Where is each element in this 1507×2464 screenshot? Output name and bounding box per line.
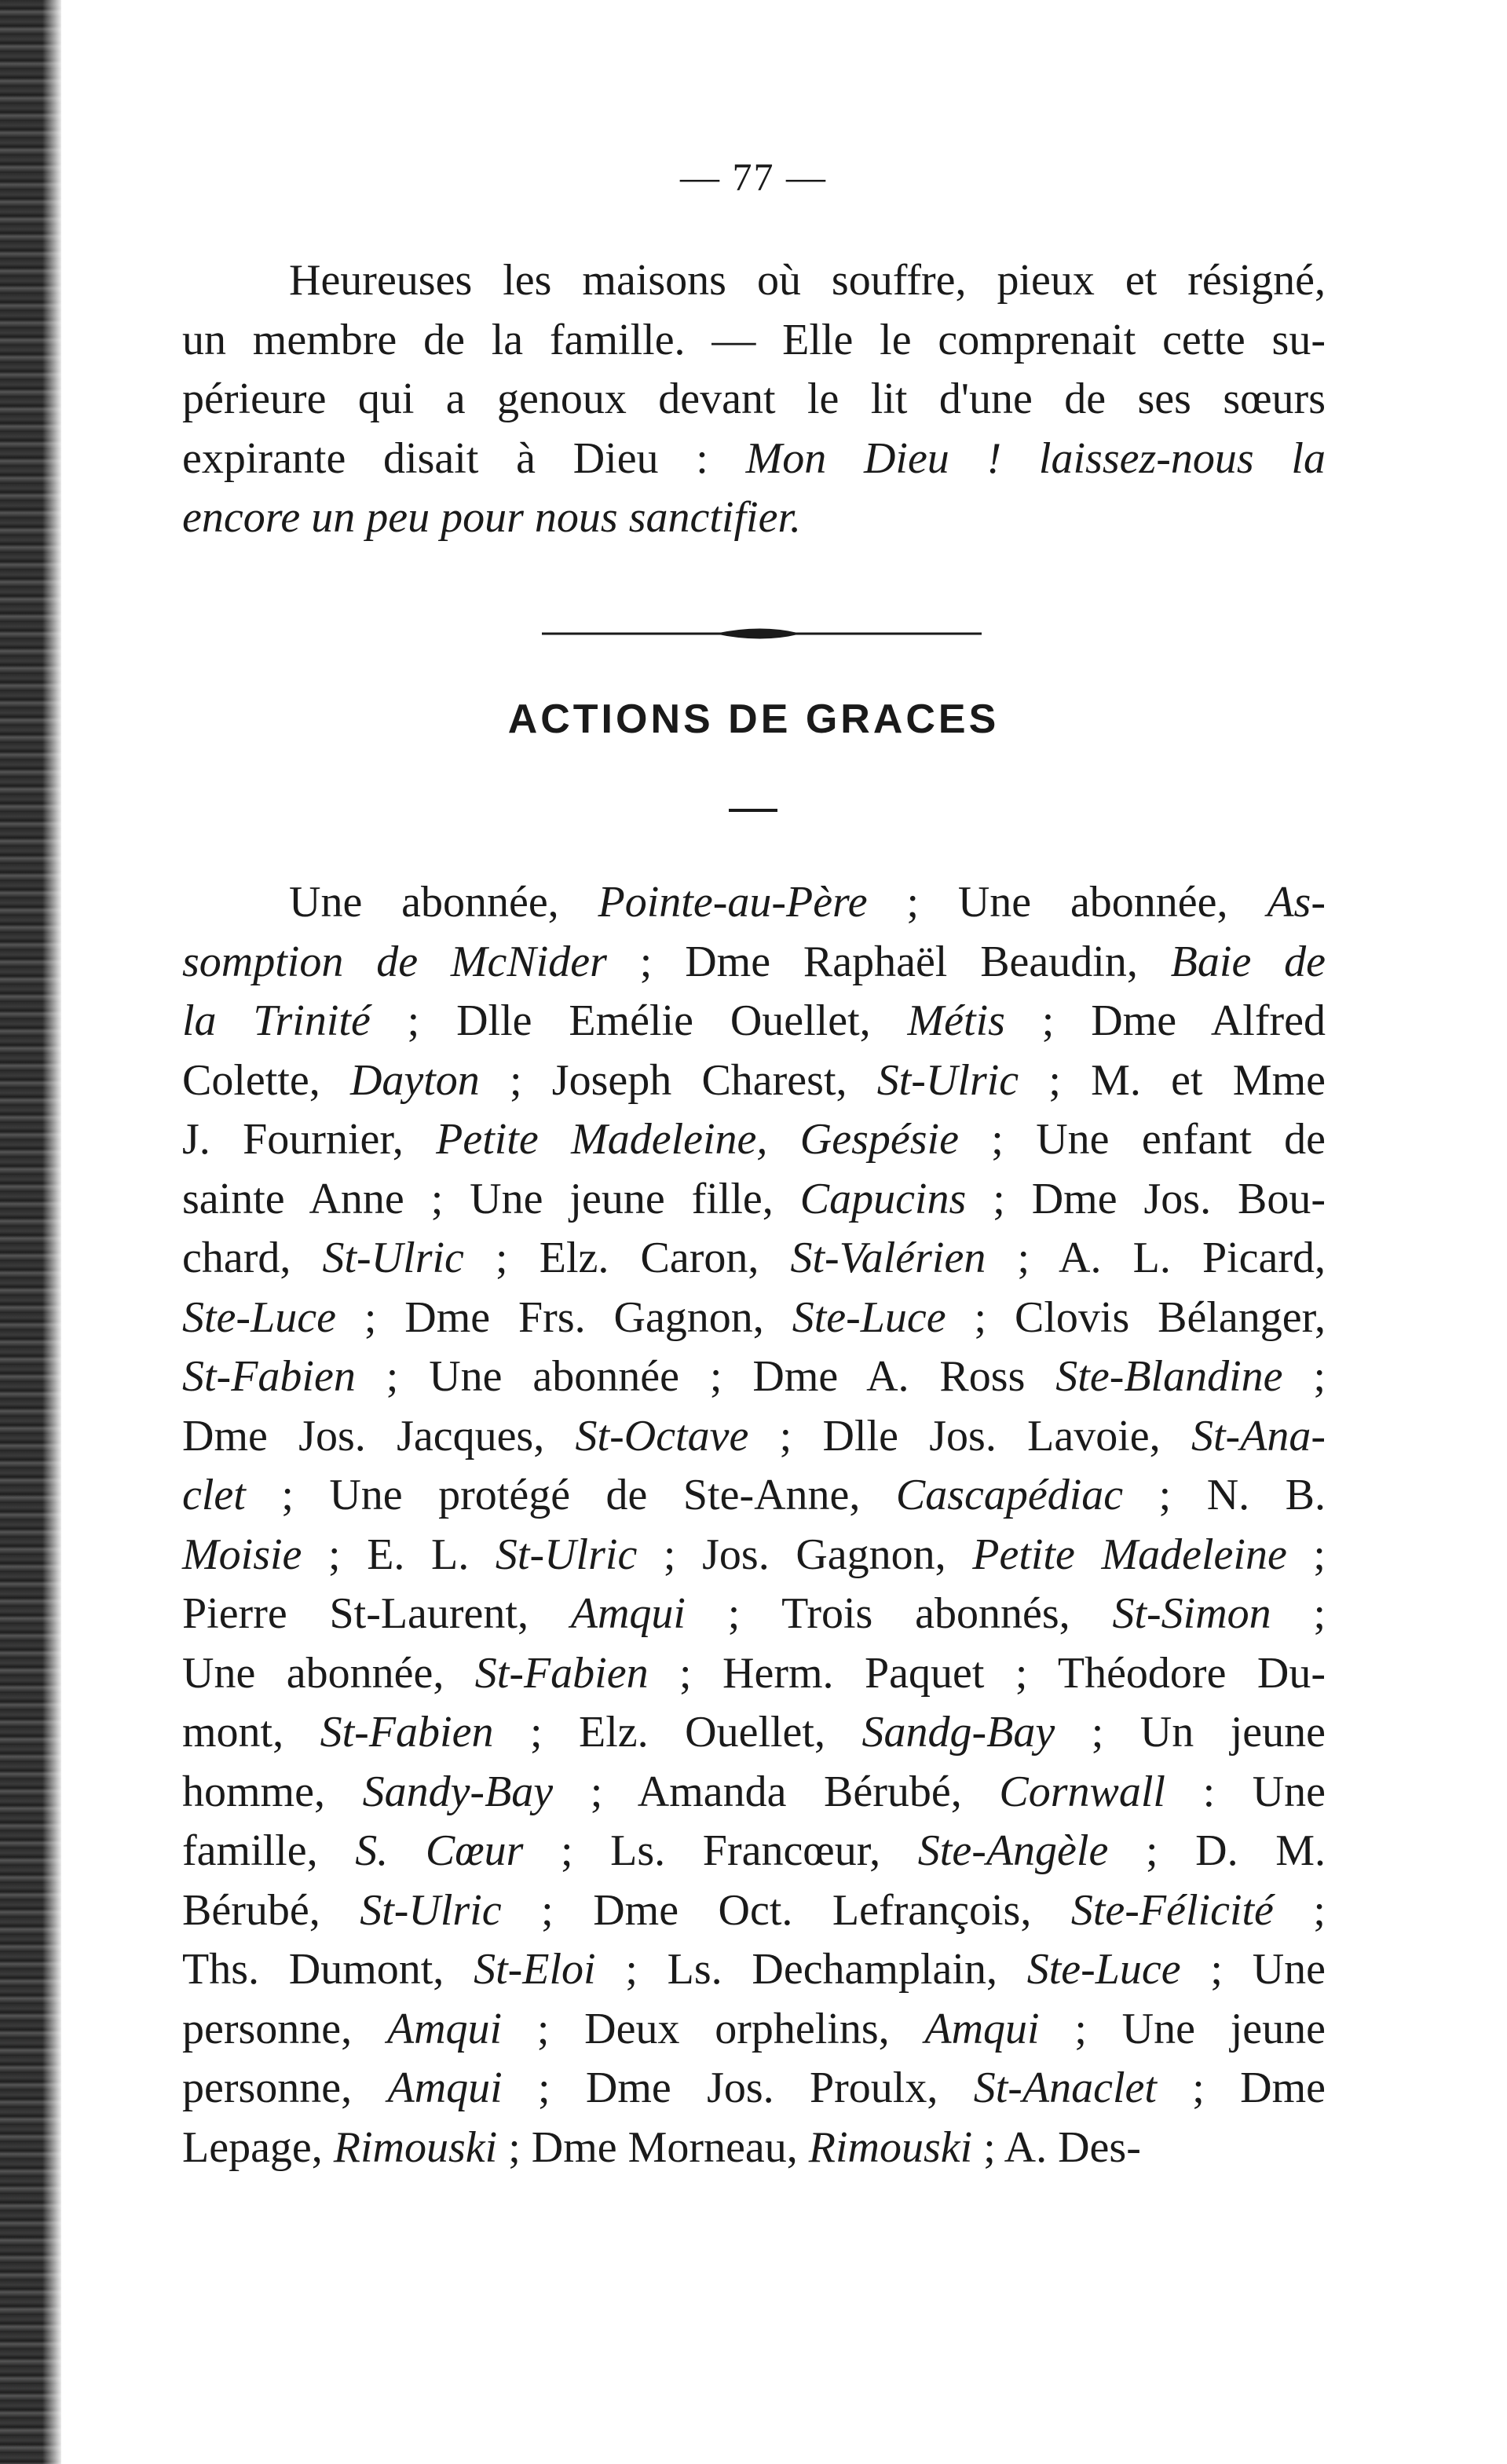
text-span: personne,: [182, 2004, 387, 2053]
italic-place-name: St-Ulric: [322, 1234, 464, 1282]
italic-place-name: Ste-Luce: [182, 1292, 336, 1342]
text-line: [182, 311, 1326, 371]
text-line: [182, 1110, 1326, 1170]
text-line: [182, 370, 1326, 430]
text-span: Bérubé,: [182, 1885, 360, 1935]
text-span: ; Dme Frs. Gagnon,: [335, 1292, 792, 1342]
italic-place-name: Ste-Félicité: [1070, 1885, 1274, 1935]
text-line: [182, 1763, 1326, 1822]
text-span: expirante disait à Dieu :: [182, 433, 746, 483]
text-span: ; Une abonnée ; Dme A. Ross: [355, 1352, 1056, 1401]
page-number: — 77 —: [680, 155, 827, 199]
text-span: ; Trois abonnés,: [685, 1589, 1113, 1638]
italic-place-name: As-: [1267, 878, 1326, 927]
italic-place-name: Ste-Angèle: [917, 1826, 1109, 1875]
text-span: ; Une abonnée,: [867, 878, 1267, 927]
italic-place-name: Amqui: [924, 2004, 1040, 2053]
italic-place-name: Sandg-Bay: [861, 1708, 1055, 1757]
text-span: ; Dme Oct. Lefrançois,: [501, 1885, 1071, 1935]
text-span: ; M. et Mme: [1019, 1055, 1326, 1105]
section-heading: ACTIONS DE GRACES: [507, 696, 1000, 742]
text-line: [182, 1822, 1326, 1881]
text-line: [182, 1466, 1326, 1526]
text-span: ; Dlle Jos. Lavoie,: [748, 1411, 1191, 1460]
text-span: ; Une jeune: [1039, 2004, 1326, 2053]
text-span: ; Herm. Paquet ; Théodore Du-: [648, 1648, 1326, 1698]
text-line: [182, 1644, 1326, 1704]
italic-place-name: Amqui: [387, 2064, 503, 2112]
italic-place-name: Amqui: [570, 1589, 686, 1638]
italic-place-name: St-Anaclet: [973, 2064, 1157, 2112]
text-line: [182, 1585, 1326, 1644]
text-span: périeure qui a genoux devant le lit d'une de ses sœurs: [182, 375, 1326, 423]
text-span: ; Une enfant de: [958, 1115, 1326, 1164]
text-span: Lepage,: [182, 2122, 334, 2172]
italic-place-name: St-Fabien: [474, 1648, 649, 1698]
text-span: ; Joseph Charest,: [479, 1055, 877, 1105]
thanksgiving-list: [182, 873, 1326, 2177]
text-span: ; D. M.: [1108, 1826, 1326, 1875]
italic-place-name: Cornwall: [999, 1767, 1165, 1816]
text-span: ; Elz. Caron,: [463, 1234, 791, 1282]
text-span: Colette,: [182, 1055, 350, 1105]
short-rule: [729, 809, 777, 812]
text-span: ; Dme: [1156, 2064, 1326, 2112]
italic-place-name: Dayton: [349, 1055, 480, 1105]
text-span: Dme Jos. Jacques,: [182, 1411, 576, 1460]
text-line: [182, 2000, 1326, 2060]
text-line: [182, 2059, 1326, 2119]
italic-place-name: St-Fabien: [182, 1352, 356, 1401]
text-span: ; Dme Jos. Proulx,: [502, 2064, 974, 2112]
text-span: homme,: [182, 1767, 363, 1816]
text-line: [182, 992, 1326, 1051]
text-line: [182, 488, 1326, 548]
text-span: ; Elz. Ouellet,: [493, 1708, 862, 1757]
text-span: ; A. Des-: [972, 2122, 1141, 2172]
italic-place-name: St-Fabien: [320, 1708, 494, 1757]
text-span: Ths. Dumont,: [182, 1945, 474, 1994]
italic-place-name: St-Ulric: [495, 1530, 638, 1579]
text-span: J. Fournier,: [182, 1115, 437, 1164]
text-span: ; Un jeune: [1055, 1708, 1326, 1757]
italic-place-name: Pointe-au-Père: [598, 878, 868, 927]
ornamental-divider: [542, 625, 982, 642]
italic-place-name: Rimouski: [333, 2122, 498, 2172]
text-span: Heureuses les maisons où souffre, pieux et résigné,: [289, 256, 1326, 305]
italic-place-name: Petite Madeleine: [972, 1530, 1287, 1579]
text-span: ;: [1286, 1530, 1326, 1579]
italic-place-name: Mon Dieu ! laissez-nous la: [745, 433, 1326, 483]
italic-place-name: Sandy-Bay: [362, 1767, 554, 1816]
italic-place-name: St-Octave: [575, 1411, 749, 1460]
text-line: [182, 1407, 1326, 1467]
italic-place-name: Rimouski: [808, 2122, 973, 2172]
italic-place-name: Baie de: [1170, 937, 1326, 986]
text-line: [182, 1703, 1326, 1763]
text-line: [182, 1881, 1326, 1941]
italic-place-name: Capucins: [799, 1174, 967, 1223]
text-span: ; Deux orphelins,: [502, 2004, 925, 2053]
text-span: ; E. L.: [302, 1530, 496, 1579]
intro-paragraph: [182, 251, 1326, 548]
text-span: Une abonnée,: [182, 1648, 475, 1698]
italic-place-name: Ste-Luce: [792, 1292, 946, 1342]
italic-place-name: Métis: [907, 996, 1005, 1045]
text-line: [182, 430, 1326, 489]
text-line: [182, 933, 1326, 993]
text-span: un membre de la famille. — Elle le comprenait cette su-: [182, 315, 1326, 364]
italic-place-name: la Trinité: [182, 996, 371, 1045]
text-span: personne,: [182, 2064, 388, 2112]
text-span: ;: [1282, 1352, 1326, 1401]
italic-place-name: Petite Madeleine, Gespésie: [436, 1115, 959, 1164]
text-span: mont,: [182, 1708, 320, 1757]
text-line: [182, 1526, 1326, 1585]
text-span: ; Ls. Dechamplain,: [595, 1945, 1027, 1994]
italic-place-name: St-Ana-: [1191, 1411, 1326, 1460]
text-span: ; A. L. Picard,: [986, 1234, 1326, 1282]
text-line: [182, 1229, 1326, 1289]
italic-place-name: St-Valérien: [790, 1234, 986, 1282]
text-span: Une abonnée,: [289, 878, 598, 927]
text-span: ;: [1271, 1589, 1326, 1638]
italic-place-name: St-Ulric: [876, 1055, 1019, 1105]
text-span: ; Dme Jos. Bou-: [966, 1174, 1326, 1223]
italic-place-name: Ste-Luce: [1026, 1945, 1181, 1994]
text-span: sainte Anne ; Une jeune fille,: [182, 1174, 800, 1223]
text-line: [182, 251, 1326, 311]
text-span: ; Dme Alfred: [1004, 996, 1326, 1045]
italic-place-name: Moisie: [182, 1530, 302, 1579]
book-binding-edge: [0, 0, 61, 2464]
italic-place-name: Cascapédiac: [895, 1471, 1124, 1519]
text-span: ; Jos. Gagnon,: [637, 1530, 973, 1579]
text-span: : Une: [1165, 1767, 1326, 1816]
text-line: [182, 1289, 1326, 1348]
italic-place-name: St-Simon: [1112, 1589, 1271, 1638]
text-span: ; Une protégé de Ste-Anne,: [245, 1471, 896, 1519]
text-line: [182, 2119, 1326, 2178]
text-line: [182, 1170, 1326, 1230]
italic-place-name: St-Eloi: [474, 1945, 596, 1994]
text-span: ; N. B.: [1123, 1471, 1326, 1519]
italic-place-name: Ste-Blandine: [1055, 1352, 1283, 1401]
text-line: [182, 873, 1326, 933]
italic-place-name: somption de McNider: [182, 937, 607, 986]
text-span: Pierre St-Laurent,: [182, 1589, 571, 1638]
text-span: famille,: [182, 1826, 356, 1875]
text-line: [182, 1940, 1326, 2000]
italic-place-name: Amqui: [386, 2004, 503, 2053]
text-span: ; Dme Morneau,: [497, 2122, 809, 2172]
text-span: ; Dlle Emélie Ouellet,: [370, 996, 908, 1045]
text-span: ; Dme Raphaël Beaudin,: [606, 937, 1171, 986]
italic-place-name: encore un peu pour nous sanctifier.: [182, 493, 802, 542]
text-line: [182, 1051, 1326, 1111]
text-span: ;: [1273, 1885, 1326, 1935]
text-span: ; Une: [1180, 1945, 1326, 1994]
italic-place-name: St-Ulric: [360, 1885, 502, 1935]
text-span: ; Ls. Francœur,: [523, 1826, 918, 1875]
text-line: [182, 1347, 1326, 1407]
text-span: ; Amanda Bérubé,: [553, 1767, 1000, 1816]
italic-place-name: S. Cœur: [355, 1826, 524, 1875]
italic-place-name: clet: [182, 1471, 246, 1519]
text-span: chard,: [182, 1234, 323, 1282]
text-span: ; Clovis Bélanger,: [946, 1292, 1326, 1342]
